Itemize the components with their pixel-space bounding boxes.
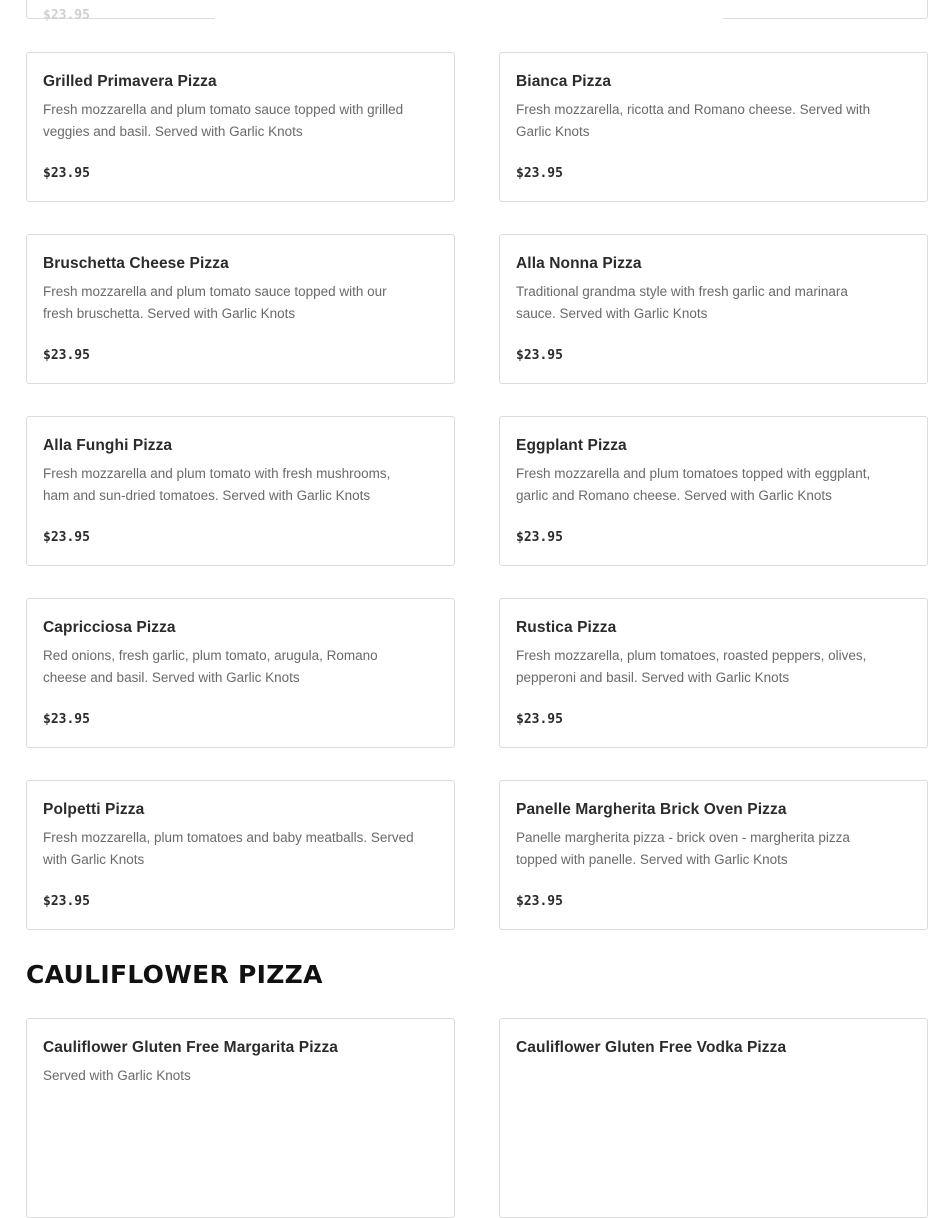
item-price: $23.95: [516, 712, 563, 727]
menu-card-eggplant-pizza[interactable]: [499, 416, 928, 566]
item-description: Fresh mozzarella, ricotta and Romano cheese. Served with Garlic Knots: [516, 102, 871, 139]
overlay-panel-edge: [723, 0, 928, 78]
item-price: $23.95: [43, 166, 90, 181]
item-description: Served with Garlic Knots: [43, 1068, 191, 1083]
menu-card-panelle-margherita-brick-oven-pizza[interactable]: [499, 780, 928, 930]
item-description: Fresh mozzarella and plum tomato with fresh mushrooms, ham and sun-dried tomatoes. Served with Garlic Knots: [43, 466, 391, 503]
menu-card-cauliflower-gluten-free-vodka-pizza[interactable]: [499, 1018, 928, 1218]
item-price: $23.95: [516, 166, 563, 181]
item-price: $23.95: [516, 894, 563, 909]
item-description: Fresh mozzarella and plum tomato sauce topped with grilled veggies and basil. Served with Garlic Knots: [43, 102, 404, 139]
item-name: Bruschetta Cheese Pizza: [43, 255, 229, 272]
item-name: Grilled Primavera Pizza: [43, 73, 217, 90]
cauliflower-grid: [26, 1018, 928, 1218]
item-description: Fresh mozzarella, plum tomatoes, roasted peppers, olives, pepperoni and basil. Served with Garlic Knots: [516, 648, 867, 685]
menu-card-bruschetta-cheese-pizza[interactable]: [26, 234, 455, 384]
item-price: $23.95: [43, 530, 90, 545]
item-name: Cauliflower Gluten Free Margarita Pizza: [43, 1039, 339, 1056]
item-price: $23.95: [43, 712, 90, 727]
item-description: Red onions, fresh garlic, plum tomato, arugula, Romano cheese and basil. Served with Garlic Knots: [43, 648, 378, 685]
item-name: Polpetti Pizza: [43, 801, 145, 818]
item-name: Rustica Pizza: [516, 619, 617, 636]
item-price: $23.95: [43, 894, 90, 909]
item-description: Fresh mozzarella and plum tomato sauce topped with our fresh bruschetta. Served with Garlic Knots: [43, 284, 387, 321]
menu-card-polpetti-pizza[interactable]: [26, 780, 455, 930]
item-price: $23.95: [516, 530, 563, 545]
menu-card-rustica-pizza[interactable]: [499, 598, 928, 748]
menu-card-capricciosa-pizza[interactable]: [26, 598, 455, 748]
item-name: Cauliflower Gluten Free Vodka Pizza: [516, 1039, 787, 1056]
menu-card-alla-nonna-pizza[interactable]: [499, 234, 928, 384]
item-description: Fresh mozzarella, plum tomatoes and baby meatballs. Served with Garlic Knots: [43, 830, 414, 867]
overlay-panel: [215, 0, 723, 52]
section-heading-cauliflower-pizza: CAULIFLOWER PIZZA: [26, 960, 323, 989]
item-name: Eggplant Pizza: [516, 437, 627, 454]
item-name: Capricciosa Pizza: [43, 619, 176, 636]
menu-card-cauliflower-gluten-free-margarita-pizza[interactable]: [26, 1018, 455, 1218]
item-name: Alla Nonna Pizza: [516, 255, 642, 272]
menu-card-grilled-primavera-pizza[interactable]: [26, 52, 455, 202]
item-description: Traditional grandma style with fresh garlic and marinara sauce. Served with Garlic Knots: [516, 284, 848, 321]
item-price: $23.95: [43, 348, 90, 363]
item-description: Fresh mozzarella and plum tomatoes topped with eggplant, garlic and Romano cheese. Served with Garlic Knots: [516, 466, 871, 503]
item-price: $23.95: [516, 348, 563, 363]
item-description: Panelle margherita pizza - brick oven - margherita pizza topped with panelle. Served with Garlic Knots: [516, 830, 850, 867]
item-name: Panelle Margherita Brick Oven Pizza: [516, 801, 787, 818]
pizza-grid: [26, 52, 928, 930]
item-name: Bianca Pizza: [516, 73, 612, 90]
item-name: Alla Funghi Pizza: [43, 437, 173, 454]
partial-price-left: $23.95: [43, 8, 90, 23]
menu-card-alla-funghi-pizza[interactable]: [26, 416, 455, 566]
